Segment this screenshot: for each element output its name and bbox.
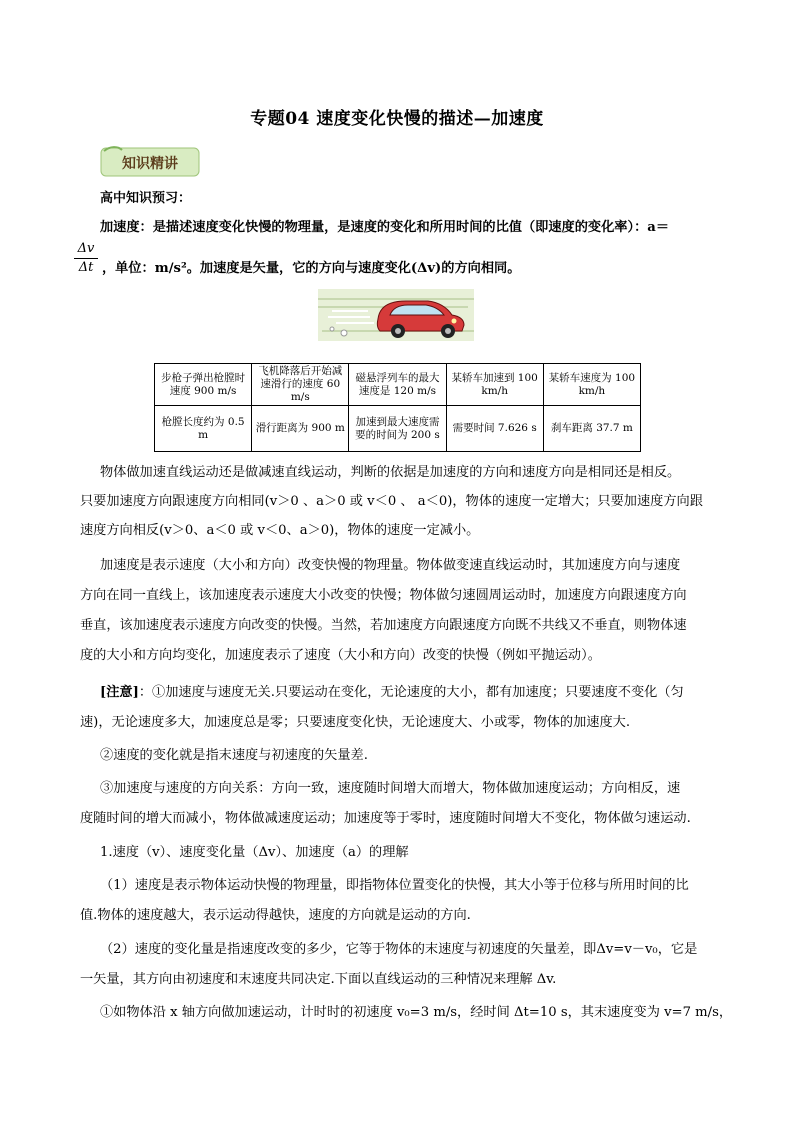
note-text: ：①加速度与速度无关.只要运动在变化，无论速度的大小，都有加速度；只要速度不变化（匀 (138, 685, 684, 700)
paragraph-line: 方向在同一直线上，该加速度表示速度大小改变的快慢；物体做匀速圆周运动时，加速度方向跟速度方向 (80, 588, 687, 603)
badge-text: 知识精讲 (122, 156, 178, 172)
definition-line-2: ，单位：m/s²。加速度是矢量，它的方向与速度变化(Δv)的方向相同。 (102, 261, 521, 276)
subsection-heading: 1.速度（v）、速度变化量（Δv）、加速度（a）的理解 (100, 845, 409, 860)
table-cell: 枪膛长度约为 0.5 m (155, 406, 252, 452)
paragraph-line: （1）速度是表示物体运动快慢的物理量，即指物体位置变化的快慢，其大小等于位移与所用时间的比 (100, 878, 689, 893)
paragraph-line: 度随时间的增大而减小，物体做减速度运动；加速度等于零时，速度随时间增大不变化，物体做匀速运动. (80, 811, 691, 826)
paragraph-line: ③加速度与速度的方向关系：方向一致，速度随时间增大而增大，物体做加速度运动；方向相反，速 (100, 781, 681, 796)
table-cell: 某轿车加速到 100 km/h (446, 364, 543, 406)
paragraph-line: 值.物体的速度越大，表示运动得越快，速度的方向就是运动的方向. (80, 908, 471, 923)
paragraph-line: 只要加速度方向跟速度方向相同(v＞0 、a＞0 或 v＜0 、 a＜0)，物体的速度一定增大；只要加速度方向跟 (80, 494, 703, 509)
paragraph-line: 度的大小和方向均变化，加速度表示了速度（大小和方向）改变的快慢（例如平抛运动）。 (80, 648, 601, 663)
fraction-dv-dt (74, 241, 98, 276)
paragraph-line: 加速度是表示速度（大小和方向）改变快慢的物理量。物体做变速直线运动时，其加速度方向与速度 (100, 558, 681, 573)
paragraph-line: ①如物体沿 x 轴方向做加速运动，计时时的初速度 v₀=3 m/s，经时间 Δt=10 s，其末速度变为 v=7 m/s， (100, 1005, 733, 1020)
table-cell: 某轿车速度为 100 km/h (543, 364, 640, 406)
table-cell: 磁悬浮列车的最大速度是 120 m/s (349, 364, 446, 406)
paragraph-line: （2）速度的变化量是指速度改变的多少，它等于物体的末速度与初速度的矢量差，即Δv=v－v₀，它是 (100, 942, 698, 957)
table-cell: 需要时间 7.626 s (446, 406, 543, 452)
paragraph-line: 一矢量，其方向由初速度和末速度共同决定.下面以直线运动的三种情况来理解 Δv. (80, 972, 557, 987)
section-label: 高中知识预习： (100, 191, 192, 206)
fraction-numerator: Δv (77, 241, 95, 256)
paragraph-line: 速度方向相反(v＞0、a＜0 或 v＜0、a＞0)，物体的速度一定减小。 (80, 523, 480, 538)
speed-comparison-table (154, 363, 641, 452)
table-cell: 加速到最大速度需要的时间为 200 s (349, 406, 446, 452)
table-cell: 滑行距离为 900 m (252, 406, 349, 452)
paragraph-line: ②速度的变化就是指末速度与初速度的矢量差. (100, 748, 368, 763)
document-title: 专题04 速度变化快慢的描述—加速度 (250, 109, 544, 129)
table-row (155, 406, 641, 452)
speeding-car-illustration (318, 289, 474, 341)
definition-line-1: 加速度：是描述速度变化快慢的物理量，是速度的变化和所用时间的比值（即速度的变化率）：a＝ (100, 220, 670, 235)
table-row (155, 364, 641, 406)
table-cell: 刹车距离 37.7 m (543, 406, 640, 452)
paragraph-line: 速)，无论速度多大，加速度总是零；只要速度变化快，无论速度大、小或零，物体的加速度大. (80, 715, 631, 730)
fraction-denominator: Δt (78, 260, 94, 275)
paragraph-line: 物体做加速直线运动还是做减速直线运动，判断的依据是加速度的方向和速度方向是相同还是相反。 (100, 465, 681, 480)
note-line (100, 683, 714, 703)
table-cell: 飞机降落后开始减速滑行的速度 60 m/s (252, 364, 349, 406)
table-cell: 步枪子弹出枪膛时速度 900 m/s (155, 364, 252, 406)
knowledge-badge (100, 145, 200, 179)
note-label: [注意] (100, 685, 139, 700)
paragraph-line: 垂直，该加速度表示速度方向改变的快慢。当然，若加速度方向跟速度方向既不共线又不垂直，则物体速 (80, 618, 687, 633)
